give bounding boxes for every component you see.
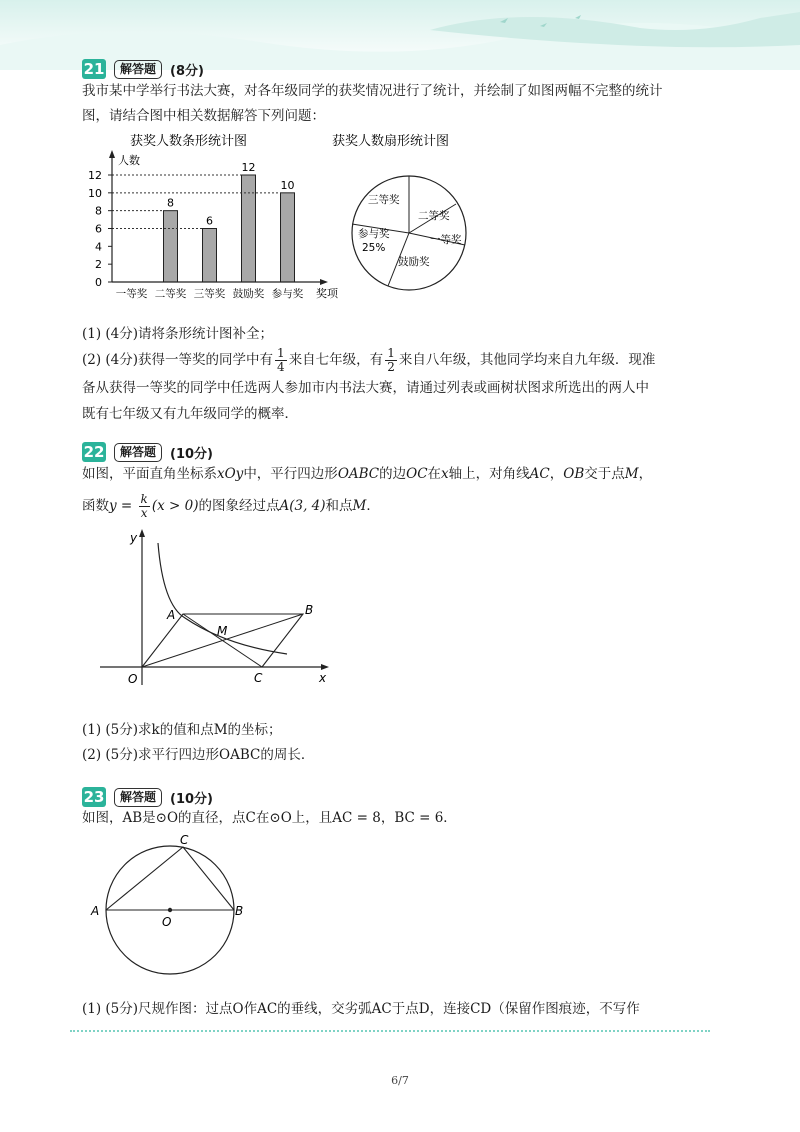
math: OABC <box>337 466 380 482</box>
y-tick-label: 2 <box>95 258 102 272</box>
y-tick-label: 0 <box>95 276 102 289</box>
text: 轴上，对角线 <box>448 466 530 482</box>
q22-header <box>82 441 213 463</box>
triangle-acb <box>106 847 234 910</box>
q23-part1: (1) (5分)尺规作图：过点O作AC的垂线，交劣弧AC于点D，连接CD（保留作图痕迹，不写作 <box>82 1001 640 1017</box>
center-point <box>168 908 172 912</box>
q22-part1: (1) (5分)求k的值和点M的坐标； <box>82 722 282 738</box>
fraction-k-over-x <box>139 493 150 520</box>
q21-part2-line1 <box>82 345 722 375</box>
q22-stem-line1 <box>82 462 722 487</box>
math: xOy <box>217 466 244 482</box>
label-b: B <box>235 904 244 918</box>
label-y: y <box>130 531 138 545</box>
category-label: 三等奖 <box>193 288 226 300</box>
fraction-numerator: 1 <box>387 346 395 360</box>
math: OC <box>406 466 428 482</box>
math: A(3, 4) <box>279 498 326 514</box>
math: OB <box>563 466 585 482</box>
q21-header <box>82 58 204 80</box>
pie-label: 参与奖 <box>358 228 390 240</box>
q21-part2-line3: 既有七年级又有九年级同学的概率． <box>82 406 298 422</box>
text: 函数 <box>82 498 109 514</box>
y-tick-label: 6 <box>95 222 102 236</box>
q22-part2: (2) (5分)求平行四边形OABC的周长． <box>82 747 315 763</box>
question-score: (8分) <box>170 63 204 79</box>
bar <box>164 211 178 282</box>
text: 的图象经过点 <box>198 498 280 514</box>
math: = <box>116 498 137 514</box>
label-a: A <box>167 608 176 622</box>
q21-part2-line2: 备从获得一等奖的同学中任选两人参加市内书法大赛，请通过列表或画树状图求所选出的两人中 <box>82 380 649 396</box>
bar <box>203 229 217 283</box>
q21-intro <box>82 79 712 129</box>
q21-part1: (1) (4分)请将条形统计图补全； <box>82 326 274 342</box>
q22-figure <box>95 525 345 695</box>
q21-intro-line1: 我市某中学举行书法大赛，对各年级同学的获奖情况进行了统计，并绘制了如图两幅不完整的统计 <box>82 83 663 99</box>
y-axis-label: 人数 <box>118 154 140 167</box>
label-o: O <box>128 672 138 686</box>
y-axis-arrow <box>109 150 115 158</box>
math: M <box>352 498 367 514</box>
question-type-badge: 解答题 <box>114 443 162 462</box>
text: 和点 <box>325 498 353 514</box>
fraction-one-half <box>385 347 397 374</box>
category-label: 一等奖 <box>115 288 148 300</box>
bar-chart <box>82 128 352 308</box>
label-c: C <box>180 833 189 847</box>
pie-label: 一等奖 <box>430 234 462 246</box>
question-score: (10分) <box>170 791 213 807</box>
math: (x > 0) <box>151 498 199 514</box>
bar <box>281 193 295 282</box>
label-m: M <box>217 624 228 638</box>
pie-label: 二等奖 <box>418 210 450 222</box>
math: y <box>109 498 117 514</box>
label-c: C <box>254 671 263 685</box>
x-axis-arrow <box>321 664 329 670</box>
q21-part2 <box>82 345 722 427</box>
question-number: 21 <box>83 60 105 78</box>
question-number: 23 <box>83 788 105 806</box>
bar <box>242 175 256 282</box>
math: AC <box>529 466 550 482</box>
q23-stem: 如图，AB是⊙O的直径，点C在⊙O上，且AC = 8，BC = 6． <box>82 810 457 826</box>
pie-label: 三等奖 <box>368 194 400 206</box>
diagonal-ac <box>183 614 262 667</box>
y-tick-label: 10 <box>88 186 102 200</box>
text: 的边 <box>379 466 407 482</box>
text: ， <box>549 466 564 482</box>
y-tick-label: 8 <box>95 204 102 218</box>
text: 来自八年级，其他同学均来自九年级．现准 <box>398 352 656 368</box>
bar-value-label: 10 <box>280 178 295 192</box>
y-tick-label: 4 <box>95 240 102 254</box>
label-b: B <box>305 603 314 617</box>
category-label: 参与奖 <box>271 288 304 300</box>
q21-intro-line2: 图，请结合图中相关数据解答下列问题： <box>82 108 325 124</box>
x-axis-arrow <box>320 279 328 285</box>
fraction-denominator: 2 <box>387 360 395 374</box>
category-label: 二等奖 <box>154 288 187 300</box>
pie-chart <box>330 128 490 298</box>
label-a: A <box>91 904 100 918</box>
text: 如图，平面直角坐标系 <box>82 466 217 482</box>
pie-value-label: 25% <box>362 242 386 254</box>
y-tick-label: 12 <box>88 169 102 182</box>
math: M <box>624 466 639 482</box>
category-label: 鼓励奖 <box>232 288 265 300</box>
pie-label: 鼓励奖 <box>398 256 430 268</box>
bar-value-label: 6 <box>206 214 213 228</box>
text: ， <box>638 466 653 482</box>
bottom-divider <box>70 1030 710 1032</box>
question-number: 22 <box>83 443 105 461</box>
text: ． <box>366 498 380 514</box>
bar-value-label: 12 <box>241 161 256 174</box>
fraction-one-quarter <box>275 347 287 374</box>
text: 中，平行四边形 <box>243 466 338 482</box>
question-type-badge: 解答题 <box>114 60 162 79</box>
label-o: O <box>162 915 172 929</box>
text: 来自七年级，有 <box>288 352 384 368</box>
fraction-numerator: 1 <box>277 346 285 360</box>
math: x <box>441 466 449 482</box>
fraction-denominator: 4 <box>277 360 285 374</box>
x-axis-label: 奖项 <box>316 287 338 300</box>
text: 在 <box>427 466 442 482</box>
fraction-numerator: k <box>140 492 148 506</box>
label-x: x <box>319 671 327 685</box>
y-axis-arrow <box>139 529 145 537</box>
pie-chart-title: 获奖人数扇形统计图 <box>332 134 450 149</box>
bar-chart-title: 获奖人数条形统计图 <box>130 134 248 149</box>
q23-header <box>82 786 213 808</box>
bar-value-label: 8 <box>167 196 174 210</box>
question-score: (10分) <box>170 446 213 462</box>
fraction-denominator: x <box>140 506 148 520</box>
q23-figure <box>85 833 255 978</box>
q22-stem-line2 <box>82 490 712 522</box>
text: 交于点 <box>584 466 625 482</box>
question-type-badge: 解答题 <box>114 788 162 807</box>
text: (2) (4分)获得一等奖的同学中有 <box>82 352 274 368</box>
page-number: 6/7 <box>391 1074 409 1087</box>
